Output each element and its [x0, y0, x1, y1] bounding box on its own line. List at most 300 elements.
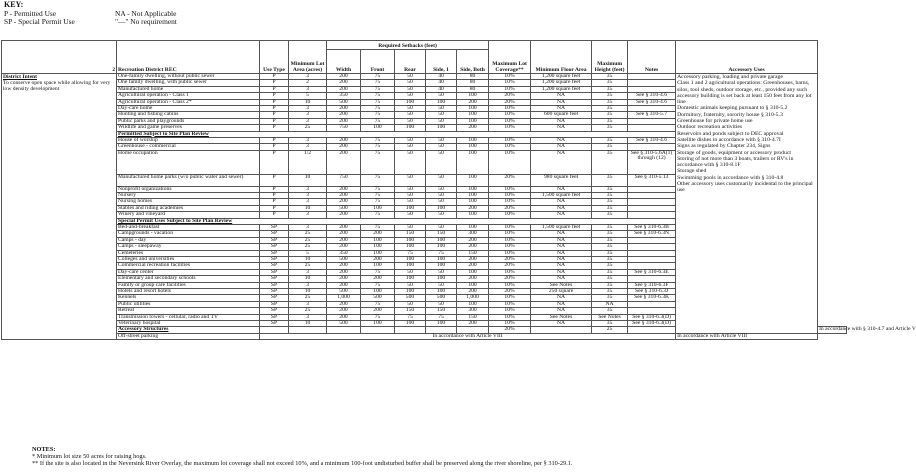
- use-type-cell: P: [260, 193, 289, 199]
- coverage-cell: 10%: [489, 80, 531, 86]
- floor-area-cell: See Notes: [531, 282, 592, 288]
- header-setbacks: Required Setbacks (feet): [327, 41, 489, 50]
- accessory-structures-accessory: In accordance with § 310-4.7 and Article V: [819, 326, 916, 333]
- side1-cell: 50: [426, 144, 457, 150]
- use-type-cell: SP: [260, 250, 289, 256]
- floor-area-cell: 1,200 square feet: [531, 80, 592, 86]
- side-both-cell: 100: [457, 118, 489, 124]
- side-both-cell: 100: [457, 174, 489, 186]
- side1-cell: 100: [426, 321, 457, 327]
- use-name-cell: Hotels and resort hotels: [117, 288, 260, 294]
- width-cell: 500: [327, 205, 361, 211]
- side-both-cell: 100: [457, 269, 489, 275]
- width-cell: 200: [327, 231, 361, 237]
- offstreet-accessory: In accordance with Article VIII: [676, 333, 818, 339]
- coverage-cell: 10%: [489, 237, 531, 243]
- header-max-height: Maximum Height (feet): [592, 41, 628, 74]
- header-min-lot-area: Minimum Lot Area (acres): [289, 41, 327, 74]
- side1-cell: 50: [426, 150, 457, 174]
- rear-cell: 50: [395, 301, 426, 307]
- coverage-cell: 10%: [489, 231, 531, 237]
- height-cell: 35: [592, 308, 628, 314]
- use-name-cell: One-family dwelling, without public sewer: [117, 74, 260, 80]
- floor-area-cell: 1,500 square feet: [531, 224, 592, 230]
- header-rear: Rear: [395, 50, 426, 74]
- use-name-cell: Nursery: [117, 193, 260, 199]
- height-cell: 35: [592, 244, 628, 250]
- min-lot-area-cell: 5: [289, 93, 327, 99]
- coverage-cell: 20%: [489, 288, 531, 294]
- side1-cell: 50: [426, 118, 457, 124]
- floor-area-cell: NA: [531, 150, 592, 174]
- front-cell: 200: [361, 308, 395, 314]
- side-both-cell: 200: [457, 256, 489, 262]
- district-intent-cell: [2, 74, 117, 340]
- use-type-cell: SP: [260, 231, 289, 237]
- side-both-cell: 200: [457, 125, 489, 131]
- notes-cell: See § 310-5.13: [628, 174, 676, 186]
- rear-cell: 50: [395, 112, 426, 118]
- min-lot-area-cell: 3: [289, 86, 327, 92]
- floor-area-cell: NA: [531, 125, 592, 131]
- accessory-uses-cell: [676, 74, 818, 334]
- accessory-use-item: Reservoirs and ponds subject to DEC approval: [677, 130, 784, 137]
- min-lot-area-cell: 3: [289, 199, 327, 205]
- min-lot-area-cell: 3: [289, 186, 327, 192]
- use-name-cell: Veterinary hospital: [117, 321, 260, 327]
- rear-cell: 50: [395, 199, 426, 205]
- coverage-cell: 10%: [489, 150, 531, 174]
- header-max-coverage: Maximum Lot Coverage**: [489, 41, 531, 74]
- accessory-use-item: Signs as regulated by Chapter 234, Signs: [677, 143, 771, 150]
- side1-cell: 100: [426, 237, 457, 243]
- accessory-use-item: Swimming pools in accordance with § 310-4.8: [677, 174, 784, 181]
- side1-cell: 50: [426, 212, 457, 218]
- min-lot-area-cell: 3: [289, 224, 327, 230]
- height-cell: 35: [592, 282, 628, 288]
- floor-area-cell: NA: [531, 237, 592, 243]
- width-cell: 200: [327, 186, 361, 192]
- min-lot-area-cell: 3: [289, 137, 327, 143]
- side1-cell: 50: [426, 193, 457, 199]
- front-cell: 75: [361, 174, 395, 186]
- use-type-cell: SP: [260, 282, 289, 288]
- min-lot-area-cell: 2: [289, 80, 327, 86]
- min-lot-area-cell: 5: [289, 250, 327, 256]
- floor-area-cell: NA: [531, 99, 592, 105]
- front-cell: 75: [361, 224, 395, 230]
- use-name-cell: Retreat: [117, 308, 260, 314]
- offstreet-text: In accordance with Article VIII: [260, 333, 676, 339]
- key-item: "—" No requirement: [115, 17, 177, 27]
- use-name-cell: Public utilities: [117, 301, 260, 307]
- floor-area-cell: NA: [531, 199, 592, 205]
- side1-cell: 40: [426, 80, 457, 86]
- offstreet-label: Off-street parking: [117, 333, 260, 339]
- rear-cell: 75: [395, 314, 426, 320]
- use-type-cell: P: [260, 106, 289, 112]
- min-lot-area-cell: 25: [289, 125, 327, 131]
- accessory-use-item: Storage of goods, equipment or accessory product: [677, 149, 791, 156]
- side-both-cell: 200: [457, 288, 489, 294]
- width-cell: 500: [327, 256, 361, 262]
- front-cell: 100: [361, 205, 395, 211]
- width-cell: 200: [327, 74, 361, 80]
- use-name-cell: Elementary and secondary schools: [117, 276, 260, 282]
- floor-area-cell: 600 square feet: [531, 112, 592, 118]
- floor-area-cell: NA: [531, 212, 592, 218]
- accessory-use-item: Other accessory uses customarily incidental to the principal use: [677, 181, 813, 194]
- coverage-cell: 10%: [489, 244, 531, 250]
- rear-cell: 100: [395, 321, 426, 327]
- use-type-cell: P: [260, 199, 289, 205]
- side1-cell: 100: [426, 263, 457, 269]
- coverage-cell: 10%: [489, 212, 531, 218]
- use-type-cell: P: [260, 144, 289, 150]
- use-type-cell: SP: [260, 301, 289, 307]
- width-cell: 200: [327, 212, 361, 218]
- min-lot-area-cell: 1/2: [289, 150, 327, 174]
- floor-area-cell: See Notes: [531, 314, 592, 320]
- use-name-cell: Greenhouse - commercial: [117, 144, 260, 150]
- coverage-cell: 10%: [489, 250, 531, 256]
- height-cell: 35: [592, 276, 628, 282]
- front-cell: 100: [361, 244, 395, 250]
- rear-cell: 50: [395, 144, 426, 150]
- header-num: 2: [2, 41, 117, 74]
- side-both-cell: 80: [457, 80, 489, 86]
- notes-cell: See § 310-6.3F: [628, 282, 676, 288]
- use-name-cell: Winery and vineyard: [117, 212, 260, 218]
- height-cell: 35: [592, 231, 628, 237]
- height-cell: 35: [592, 212, 628, 218]
- coverage-cell: 10%: [489, 193, 531, 199]
- height-cell: 35: [592, 93, 628, 99]
- use-type-cell: P: [260, 86, 289, 92]
- notes-cell: See § 310-5.6A(1) through (12): [628, 150, 676, 174]
- min-lot-area-cell: 10: [289, 288, 327, 294]
- side-both-cell: 100: [457, 199, 489, 205]
- width-cell: 200: [327, 137, 361, 143]
- use-name-cell: Nursing homes: [117, 199, 260, 205]
- front-cell: 200: [361, 256, 395, 262]
- min-lot-area-cell: 3: [289, 282, 327, 288]
- use-name-cell: Family or group care facilities: [117, 282, 260, 288]
- width-cell: 350: [327, 93, 361, 99]
- side-both-cell: 100: [457, 224, 489, 230]
- use-name-cell: Wildlife and game preserves: [117, 125, 260, 131]
- use-name-cell: Camps - sleepaway: [117, 244, 260, 250]
- key-legend: [4, 1, 177, 27]
- use-name-cell: Manufactured home parks (w/o public water and sewer): [117, 174, 260, 186]
- side-both-cell: 100: [457, 106, 489, 112]
- use-type-cell: P: [260, 118, 289, 124]
- rear-cell: 100: [395, 237, 426, 243]
- rear-cell: 50: [395, 282, 426, 288]
- floor-area-cell: NA: [531, 205, 592, 211]
- floor-area-cell: NA: [531, 321, 592, 327]
- min-lot-area-cell: 3: [289, 269, 327, 275]
- front-cell: 100: [361, 321, 395, 327]
- use-type-cell: SP: [260, 237, 289, 243]
- front-cell: 75: [361, 186, 395, 192]
- rear-cell: 50: [395, 212, 426, 218]
- side1-cell: 500: [426, 295, 457, 301]
- height-cell: 35: [592, 269, 628, 275]
- front-cell: 500: [361, 295, 395, 301]
- side1-cell: 50: [426, 112, 457, 118]
- height-cell: See Notes: [592, 314, 628, 320]
- use-name-cell: Home occupation: [117, 150, 260, 174]
- min-lot-area-cell: 25: [289, 231, 327, 237]
- use-name-cell: Campgrounds - vacation: [117, 231, 260, 237]
- coverage-cell: 10%: [489, 186, 531, 192]
- rear-cell: 100: [395, 263, 426, 269]
- notes-cell: See § 310-6.3J: [628, 288, 676, 294]
- use-type-cell: SP: [260, 256, 289, 262]
- width-cell: 500: [327, 288, 361, 294]
- header-side1: Side, 1: [426, 50, 457, 74]
- coverage-cell: 10%: [489, 199, 531, 205]
- use-name-cell: Day-care home: [117, 106, 260, 112]
- front-cell: 75: [361, 99, 395, 105]
- note-item: ** If the site is also located in the Neversink River Overlay, the maximum lot coverage shall not exceed 10%, and a minimum 100-foot undisturbed buffer shall be preserved along the river shoreline, per § 310-29.1.: [32, 460, 573, 467]
- rear-cell: 50: [395, 186, 426, 192]
- notes-cell: See § 310-6.3K: [628, 295, 676, 301]
- use-type-cell: P: [260, 99, 289, 105]
- rear-cell: 75: [395, 250, 426, 256]
- min-lot-area-cell: 3: [289, 74, 327, 80]
- notes-title: NOTES:: [32, 446, 56, 453]
- height-cell: 35: [592, 224, 628, 230]
- height-cell: 35: [592, 256, 628, 262]
- width-cell: 200: [327, 106, 361, 112]
- side1-cell: 75: [426, 314, 457, 320]
- min-lot-area-cell: 10: [289, 174, 327, 186]
- side1-cell: 50: [426, 224, 457, 230]
- floor-area-cell: NA: [531, 269, 592, 275]
- use-name-cell: Kennels: [117, 295, 260, 301]
- header-notes: Notes: [628, 41, 676, 74]
- rear-cell: 50: [395, 74, 426, 80]
- key-title: KEY:: [4, 0, 24, 9]
- use-type-cell: P: [260, 125, 289, 131]
- side-both-cell: 200: [457, 244, 489, 250]
- front-cell: 75: [361, 212, 395, 218]
- use-type-cell: P: [260, 74, 289, 80]
- use-name-cell: Hunting and fishing cabins: [117, 112, 260, 118]
- side-both-cell: 100: [457, 144, 489, 150]
- header-width: Width: [327, 50, 361, 74]
- min-lot-area-cell: 3: [289, 106, 327, 112]
- min-lot-area-cell: 10: [289, 276, 327, 282]
- height-cell: 35: [592, 144, 628, 150]
- use-type-cell: P: [260, 150, 289, 174]
- use-type-cell: SP: [260, 308, 289, 314]
- side-both-cell: 100: [457, 150, 489, 174]
- height-cell: 25: [592, 327, 628, 333]
- side-both-cell: 100: [457, 137, 489, 143]
- use-type-cell: SP: [260, 269, 289, 275]
- side-both-cell: 100: [457, 212, 489, 218]
- header-district: Recreation District REC: [117, 41, 260, 74]
- side-both-cell: 100: [457, 301, 489, 307]
- coverage-cell: 10%: [489, 118, 531, 124]
- front-cell: 100: [361, 125, 395, 131]
- floor-area-cell: NA: [531, 231, 592, 237]
- rear-cell: 150: [395, 231, 426, 237]
- side1-cell: 50: [426, 199, 457, 205]
- front-cell: 100: [361, 250, 395, 256]
- use-name-cell: Colleges and universities: [117, 256, 260, 262]
- width-cell: 200: [327, 314, 361, 320]
- height-cell: 35: [592, 263, 628, 269]
- use-type-cell: SP: [260, 314, 289, 320]
- use-type-cell: SP: [260, 295, 289, 301]
- use-name-cell: Nonprofit organizations: [117, 186, 260, 192]
- floor-area-cell: NA: [531, 144, 592, 150]
- side-both-cell: 100: [457, 186, 489, 192]
- coverage-cell: 10%: [489, 224, 531, 230]
- accessory-use-item: Satellite dishes in accordance with § 310-4.7I: [677, 136, 781, 143]
- side1-cell: 50: [426, 282, 457, 288]
- floor-area-cell: NA: [531, 186, 592, 192]
- side-both-cell: 200: [457, 263, 489, 269]
- use-type-cell: SP: [260, 321, 289, 327]
- notes-cell: See § 310-6.3(D): [628, 314, 676, 320]
- use-type-cell: P: [260, 80, 289, 86]
- use-type-cell: P: [260, 186, 289, 192]
- height-cell: 35: [592, 137, 628, 143]
- side-both-cell: 150: [457, 314, 489, 320]
- rear-cell: 100: [395, 288, 426, 294]
- accessory-use-item: Outdoor recreation activities: [677, 124, 743, 131]
- width-cell: 200: [327, 193, 361, 199]
- rear-cell: 100: [395, 99, 426, 105]
- key-item: P - Permitted Use: [4, 8, 57, 18]
- min-lot-area-cell: 3: [289, 112, 327, 118]
- notes-cell: See § 310-6.3B: [628, 224, 676, 230]
- use-type-cell: P: [260, 137, 289, 143]
- rear-cell: 50: [395, 193, 426, 199]
- front-cell: 75: [361, 150, 395, 174]
- use-type-cell: SP: [260, 276, 289, 282]
- floor-area-cell: NA: [531, 295, 592, 301]
- rear-cell: 50: [395, 137, 426, 143]
- key-item: SP - Special Permit Use: [4, 17, 75, 27]
- coverage-cell: 20%: [489, 99, 531, 105]
- use-name-cell: Transmission towers - cellular, radio and TV: [117, 314, 260, 320]
- front-cell: 75: [361, 118, 395, 124]
- coverage-cell: 20%: [489, 263, 531, 269]
- rear-cell: 100: [395, 205, 426, 211]
- zoning-table: [1, 40, 916, 340]
- rear-cell: 50: [395, 118, 426, 124]
- min-lot-area-cell: 3: [289, 144, 327, 150]
- floor-area-cell: NA: [531, 308, 592, 314]
- side-both-cell: 1,000: [457, 295, 489, 301]
- front-cell: 75: [361, 137, 395, 143]
- coverage-cell: 10%: [489, 125, 531, 131]
- min-lot-area-cell: 25: [289, 295, 327, 301]
- coverage-cell: 10%: [489, 112, 531, 118]
- height-cell: 35: [592, 186, 628, 192]
- rear-cell: 50: [395, 93, 426, 99]
- coverage-cell: 10%: [489, 144, 531, 150]
- min-lot-area-cell: 3: [289, 212, 327, 218]
- front-cell: 75: [361, 106, 395, 112]
- floor-area-cell: NA: [531, 250, 592, 256]
- front-cell: 75: [361, 301, 395, 307]
- side-both-cell: 200: [457, 99, 489, 105]
- width-cell: 200: [327, 199, 361, 205]
- side-both-cell: 200: [457, 276, 489, 282]
- front-cell: 75: [361, 193, 395, 199]
- front-cell: 200: [361, 276, 395, 282]
- use-name-cell: Agricultural operation - Class 1: [117, 93, 260, 99]
- side1-cell: 100: [426, 256, 457, 262]
- side-both-cell: 200: [457, 237, 489, 243]
- section-heading: Permitted Subject to Site Plan Review: [117, 131, 676, 137]
- side-both-cell: 200: [457, 321, 489, 327]
- coverage-cell: 10%: [489, 86, 531, 92]
- use-type-cell: P: [260, 112, 289, 118]
- width-cell: 200: [327, 308, 361, 314]
- front-cell: 75: [361, 80, 395, 86]
- coverage-cell: 10%: [489, 301, 531, 307]
- use-name-cell: Manufactured home: [117, 86, 260, 92]
- width-cell: 350: [327, 250, 361, 256]
- width-cell: 1,000: [327, 295, 361, 301]
- width-cell: 750: [327, 174, 361, 186]
- coverage-cell: 20%: [489, 174, 531, 186]
- width-cell: 200: [327, 86, 361, 92]
- floor-area-cell: 1,200 square feet: [531, 86, 592, 92]
- accessory-use-item: Storage shed: [677, 168, 707, 175]
- side-both-cell: 100: [457, 282, 489, 288]
- rear-cell: 50: [395, 224, 426, 230]
- front-cell: 75: [361, 269, 395, 275]
- use-name-cell: Camps - day: [117, 237, 260, 243]
- header-front: Front: [361, 50, 395, 74]
- side1-cell: 50: [426, 186, 457, 192]
- rear-cell: 50: [395, 106, 426, 112]
- accessory-structures-label: Accessory Structures: [117, 327, 260, 333]
- side-both-cell: 200: [457, 205, 489, 211]
- min-lot-area-cell: 3: [289, 193, 327, 199]
- front-cell: 75: [361, 112, 395, 118]
- use-name-cell: Stables and riding academies: [117, 205, 260, 211]
- use-type-cell: SP: [260, 224, 289, 230]
- width-cell: 200: [327, 150, 361, 174]
- floor-area-cell: 980 square feet: [531, 174, 592, 186]
- use-name-cell: Agricultural operation - Class 2*: [117, 99, 260, 105]
- notes-cell: See § 310-6.3N: [628, 231, 676, 237]
- accessory-use-item: Storing of not more than 3 boats, trailers or RV's in accordance with § 310-8.1F: [677, 155, 794, 169]
- min-lot-area-cell: 10: [289, 205, 327, 211]
- width-cell: 200: [327, 276, 361, 282]
- width-cell: 200: [327, 118, 361, 124]
- side-both-cell: 150: [457, 250, 489, 256]
- use-type-cell: P: [260, 93, 289, 99]
- min-lot-area-cell: 3: [289, 314, 327, 320]
- width-cell: 200: [327, 244, 361, 250]
- min-lot-area-cell: 10: [289, 256, 327, 262]
- width-cell: 500: [327, 99, 361, 105]
- rear-cell: 50: [395, 86, 426, 92]
- coverage-cell: 20%: [489, 205, 531, 211]
- coverage-cell: 10%: [489, 269, 531, 275]
